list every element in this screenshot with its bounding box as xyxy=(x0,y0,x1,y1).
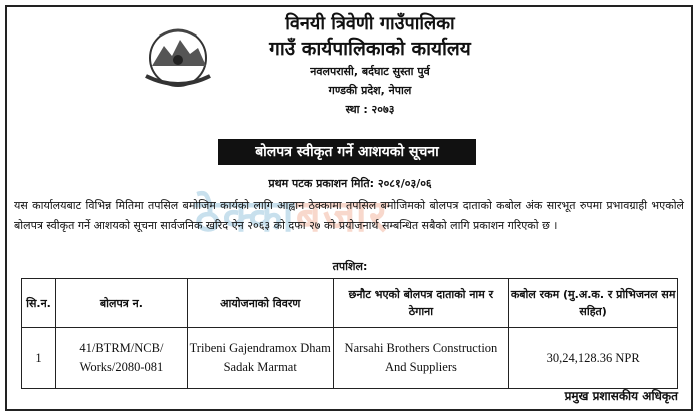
office-name: गाउँ कार्यपालिकाको कार्यालय xyxy=(269,38,471,60)
notice-title: बोलपत्र स्वीकृत गर्ने आशयको सूचना xyxy=(218,139,476,165)
watermark-part-b: बजार xyxy=(295,191,389,242)
publication-date: प्रथम पटक प्रकाशन मिति: २०८१/०३/०६ xyxy=(268,177,432,190)
schedule-label: तपशिल: xyxy=(332,260,368,273)
nepal-emblem-icon xyxy=(140,22,216,92)
col-amount: कबोल रकम (मु.अ.क. र प्रोभिजनल सम सहित) xyxy=(509,279,678,328)
col-bidder: छनौट भएको बोलपत्र दाताको नाम र ठेगाना xyxy=(333,279,509,328)
notice-body: यस कार्यालयबाट विभिन्न मितिमा तपसिल बमोजिम कार्यको लागि आह्वान ठेक्कामा तपसिल बमोजिमको बोलपत्र दाताको कबोल अंक सारभूत रुपमा प्रभावग्राही भएकोले बोलपत्र स्वीकृत गर्ने आशयको सूचना सार्वजनिक खरिद ऐन २०६३ को दफा २७ को प्रयोजनार्थ सम्बन्धित सबैको लागि प्रकाशन गरिएको छ । xyxy=(14,199,684,232)
col-project: आयोजनाको विवरण xyxy=(187,279,333,328)
municipality-name: विनयी त्रिवेणी गाउँपालिका xyxy=(285,13,455,34)
watermark-part-a: ठेक्का xyxy=(195,191,296,242)
office-established: स्था : २०७३ xyxy=(345,103,395,116)
cell-bidder: Narsahi Brothers Construction And Suppliers xyxy=(333,328,509,389)
office-header xyxy=(220,12,520,119)
office-address: नवलपरासी, बर्दघाट सुस्ता पुर्व xyxy=(310,65,430,78)
office-province: गण्डकी प्रदेश, नेपाल xyxy=(328,84,412,97)
cell-sn: 1 xyxy=(22,328,56,389)
cell-amount: 30,24,128.36 NPR xyxy=(509,328,678,389)
table-row xyxy=(22,328,678,389)
col-bid-no: बोलपत्र न. xyxy=(55,279,187,328)
cell-bid-no: 41/BTRM/NCB/ Works/2080-081 xyxy=(55,328,187,389)
bid-table xyxy=(21,278,678,389)
signature-label: प्रमुख प्रशासकीय अधिकृत xyxy=(564,389,678,403)
cell-project: Tribeni Gajendramox Dham Sadak Marmat xyxy=(187,328,333,389)
col-sn: सि.न. xyxy=(22,279,56,328)
table-header-row xyxy=(22,279,678,328)
